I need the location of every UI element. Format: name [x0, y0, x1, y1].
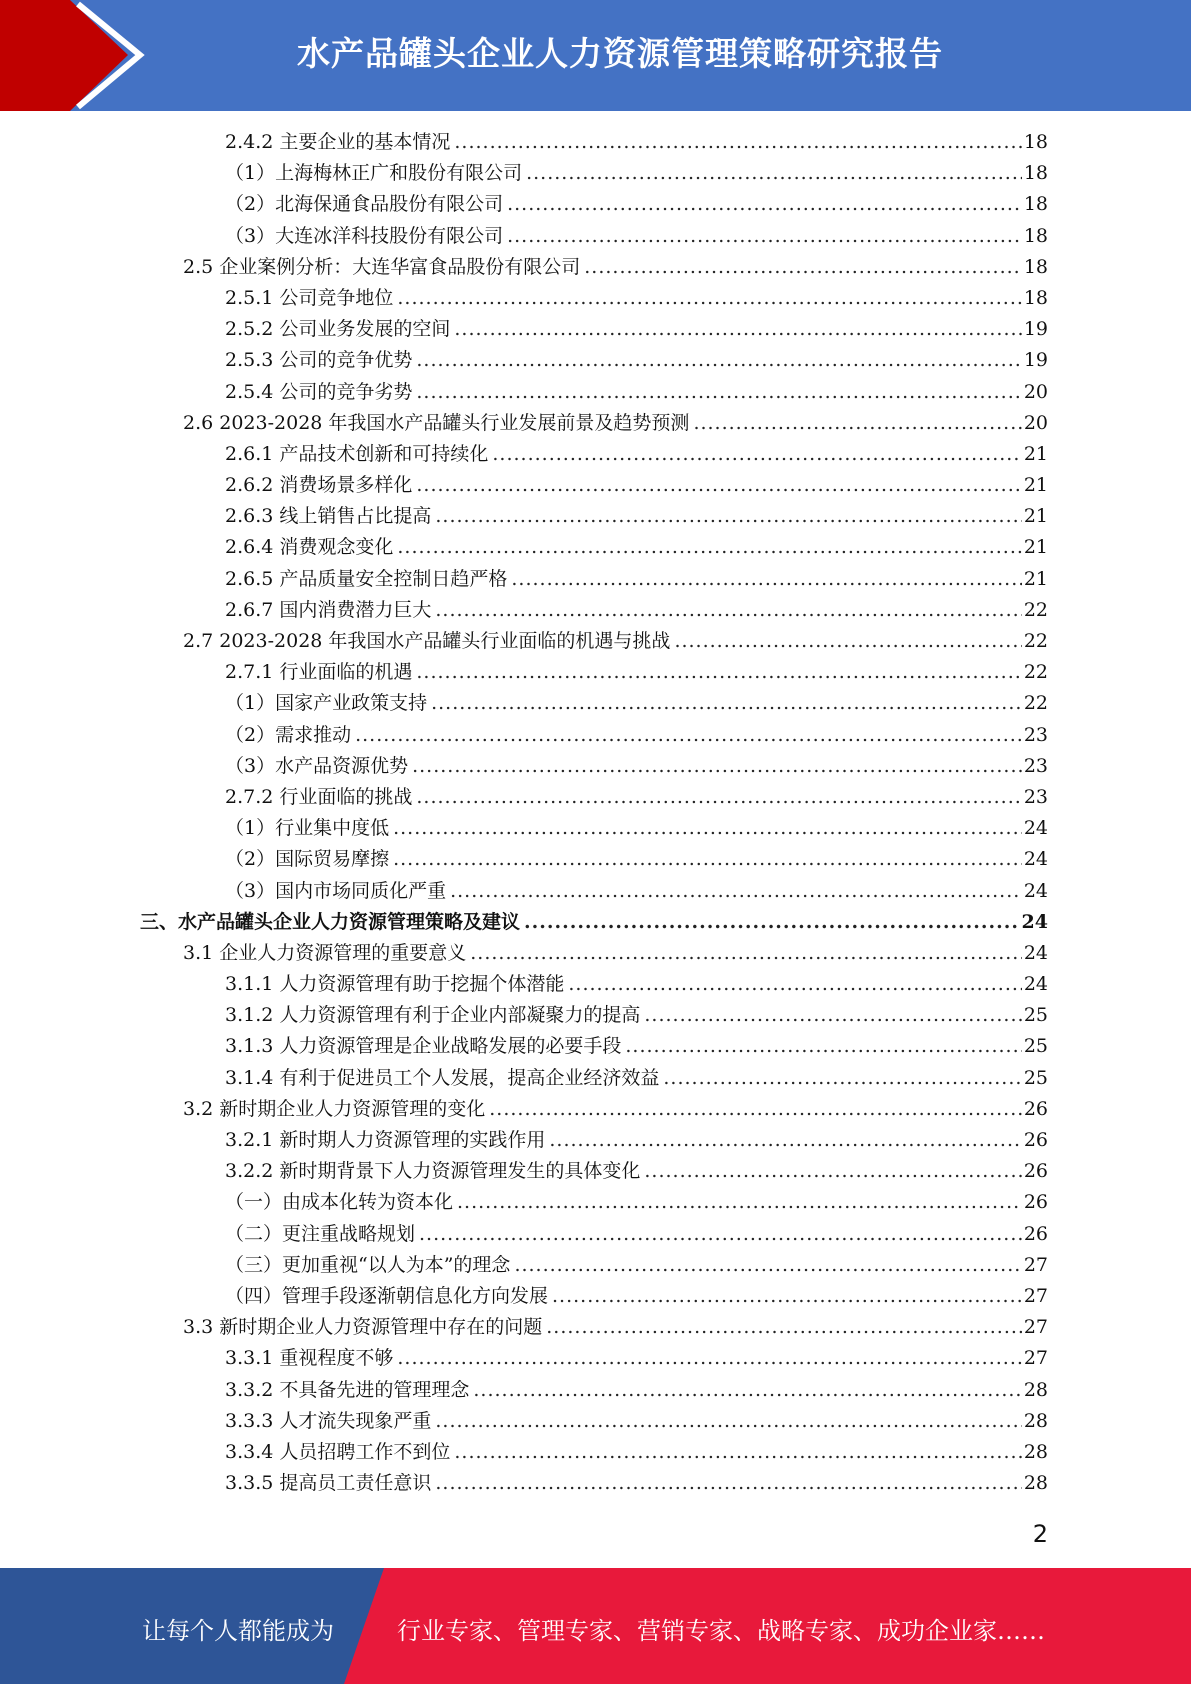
toc-entry-page: 18: [1023, 162, 1048, 185]
toc-entry-page: 21: [1023, 474, 1048, 497]
toc-entry-page: 22: [1023, 661, 1048, 684]
toc-entry-title: 2.5.4 公司的竞争劣势: [225, 380, 413, 403]
toc-entry-title: 2.6.2 消费场景多样化: [225, 474, 413, 497]
toc-entry[interactable]: [140, 221, 1048, 252]
toc-leader-dots: [431, 688, 1022, 719]
toc-leader-dots: [693, 408, 1021, 439]
toc-entry-title: 2.6.3 线上销售占比提高: [225, 505, 432, 528]
toc-leader-dots: [584, 252, 1022, 283]
toc-entry[interactable]: [140, 439, 1048, 470]
toc-entry-page: 25: [1023, 1035, 1048, 1058]
toc-entry-title: 3.2.1 新时期人力资源管理的实践作用: [225, 1129, 546, 1151]
toc-entry-page: 18: [1023, 286, 1048, 309]
toc-leader-dots: [454, 127, 1021, 158]
toc-entry-page: 22: [1023, 692, 1048, 715]
toc-leader-dots: [454, 1437, 1021, 1468]
toc-leader-dots: [644, 1156, 1021, 1187]
toc-leader-dots: [416, 782, 1021, 813]
toc-entry-title: 2.7 2023-2028 年我国水产品罐头行业面临的机遇与挑战: [183, 630, 671, 652]
toc-entry[interactable]: [140, 127, 1048, 158]
toc-leader-dots: [397, 532, 1021, 563]
toc-leader-dots: [454, 314, 1021, 345]
toc-entry-page: 28: [1023, 1472, 1048, 1495]
toc-entry-title: （四）管理手段逐渐朝信息化方向发展: [225, 1284, 549, 1307]
toc-entry[interactable]: [140, 1437, 1048, 1468]
toc-leader-dots: [393, 813, 1022, 844]
toc-entry-title: 3.3.3 人才流失现象严重: [225, 1409, 432, 1432]
footer-slogan-left: 让每个人都能成为: [142, 1617, 334, 1645]
toc-entry-title: 3.3.4 人员招聘工作不到位: [225, 1440, 451, 1463]
toc-entry-page: 26: [1023, 1160, 1048, 1183]
toc-entry[interactable]: [140, 564, 1048, 595]
toc-entry-page: 25: [1023, 1004, 1048, 1027]
toc-entry[interactable]: [140, 532, 1048, 563]
toc-leader-dots: [355, 720, 1022, 751]
toc-entry[interactable]: [140, 907, 1048, 938]
toc-entry[interactable]: [140, 1031, 1048, 1062]
toc-leader-dots: [549, 1125, 1021, 1156]
toc-entry-page: 21: [1023, 567, 1048, 590]
toc-entry-title: （1）国家产业政策支持: [225, 692, 428, 715]
toc-entry[interactable]: [140, 1063, 1048, 1094]
toc-leader-dots: [412, 751, 1022, 782]
toc-entry-title: （三）更加重视“以人为本”的理念: [225, 1253, 511, 1276]
toc-entry[interactable]: [140, 158, 1048, 189]
toc-entry-page: 27: [1023, 1316, 1048, 1339]
toc-leader-dots: [435, 595, 1021, 626]
toc-leader-dots: [644, 1000, 1021, 1031]
toc-entry-title: 2.5 企业案例分析：大连华富食品股份有限公司: [183, 255, 581, 278]
toc-entry[interactable]: [140, 813, 1048, 844]
toc-entry-title: （1）上海梅林正广和股份有限公司: [225, 162, 523, 185]
toc-leader-dots: [450, 876, 1022, 907]
toc-entry[interactable]: [140, 345, 1048, 376]
toc-entry-title: （2）国际贸易摩擦: [225, 848, 390, 871]
toc-leader-dots: [489, 1094, 1022, 1125]
toc-leader-dots: [526, 158, 1022, 189]
toc-entry-page: 26: [1023, 1129, 1048, 1151]
toc-leader-dots: [435, 1468, 1021, 1499]
toc-leader-dots: [419, 1219, 1022, 1250]
toc-entry-title: 3.1.4 有利于促进员工个人发展，提高企业经济效益: [225, 1066, 660, 1089]
toc-entry-page: 26: [1023, 1222, 1048, 1245]
toc-entry-title: （3）国内市场同质化严重: [225, 879, 447, 902]
toc-entry-title: 三、水产品罐头企业人力资源管理策略及建议: [140, 910, 521, 933]
toc-entry-page: 21: [1023, 442, 1048, 465]
toc-leader-dots: [492, 439, 1021, 470]
toc-entry-title: 3.1.1 人力资源管理有助于挖掘个体潜能: [225, 973, 565, 996]
toc-entry-title: （二）更注重战略规划: [225, 1222, 416, 1245]
toc-leader-dots: [511, 564, 1021, 595]
toc-entry[interactable]: [140, 1343, 1048, 1374]
toc-entry-page: 24: [1023, 848, 1048, 871]
toc-entry[interactable]: [140, 1250, 1048, 1281]
toc-entry[interactable]: [140, 1187, 1048, 1218]
toc-leader-dots: [625, 1031, 1021, 1062]
toc-entry-page: 18: [1023, 131, 1048, 153]
toc-leader-dots: [514, 1250, 1021, 1281]
toc-entry-page: 18: [1023, 193, 1048, 216]
toc-entry-title: （3）大连冰洋科技股份有限公司: [225, 224, 504, 247]
toc-entry[interactable]: [140, 470, 1048, 501]
toc-entry-page: 22: [1023, 598, 1048, 621]
toc-entry[interactable]: [140, 969, 1048, 1000]
toc-leader-dots: [457, 1187, 1022, 1218]
toc-entry-page: 24: [1023, 941, 1048, 964]
toc-leader-dots: [470, 938, 1022, 969]
toc-entry[interactable]: [140, 408, 1048, 439]
toc-entry[interactable]: [140, 252, 1048, 283]
toc-entry[interactable]: [140, 1094, 1048, 1125]
toc-entry-page: 28: [1023, 1440, 1048, 1463]
toc-entry-title: 2.6.4 消费观念变化: [225, 536, 394, 559]
toc-entry-title: 2.7.2 行业面临的挑战: [225, 785, 413, 808]
toc-entry[interactable]: [140, 1219, 1048, 1250]
toc-entry[interactable]: [140, 501, 1048, 532]
toc-entry-page: 24: [1023, 817, 1048, 840]
toc-entry-title: 2.6.7 国内消费潜力巨大: [225, 598, 432, 621]
toc-entry[interactable]: [140, 595, 1048, 626]
toc-entry-page: 20: [1023, 380, 1048, 403]
toc-entry-title: （1）行业集中度低: [225, 817, 390, 840]
toc-entry-title: 2.6.5 产品质量安全控制日趋严格: [225, 567, 508, 590]
toc-entry-title: 3.1 企业人力资源管理的重要意义: [183, 941, 467, 964]
toc-entry[interactable]: [140, 1312, 1048, 1343]
toc-entry-page: 19: [1023, 349, 1048, 372]
toc-entry-title: （2）需求推动: [225, 723, 352, 746]
toc-entry-title: 3.1.2 人力资源管理有利于企业内部凝聚力的提高: [225, 1004, 641, 1027]
page-footer: [0, 1568, 1191, 1684]
toc-leader-dots: [416, 377, 1021, 408]
toc-entry-title: 3.3 新时期企业人力资源管理中存在的问题: [183, 1316, 543, 1339]
toc-entry-page: 23: [1023, 754, 1048, 777]
document-title: 水产品罐头企业人力资源管理策略研究报告: [297, 34, 943, 73]
toc-leader-dots: [663, 1063, 1021, 1094]
toc-entry-title: 2.5.1 公司竞争地位: [225, 286, 394, 309]
toc-leader-dots: [473, 1375, 1021, 1406]
toc-entry-page: 22: [1023, 630, 1048, 652]
toc-leader-dots: [397, 1343, 1021, 1374]
toc-entry[interactable]: [140, 1000, 1048, 1031]
toc-entry-page: 25: [1023, 1066, 1048, 1089]
toc-leader-dots: [546, 1312, 1022, 1343]
toc-leader-dots: [674, 626, 1021, 657]
toc-entry-title: （一）由成本化转为资本化: [225, 1191, 454, 1214]
toc-entry-page: 26: [1023, 1097, 1048, 1120]
toc-entry[interactable]: [140, 938, 1048, 969]
toc-entry[interactable]: [140, 751, 1048, 782]
toc-leader-dots: [393, 844, 1022, 875]
toc-entry-page: 27: [1023, 1347, 1048, 1370]
toc-entry-page: 24: [1023, 973, 1048, 996]
toc-entry-title: 3.3.5 提高员工责任意识: [225, 1472, 432, 1495]
toc-entry-page: 24: [1021, 910, 1048, 933]
toc-entry-page: 28: [1023, 1409, 1048, 1432]
toc-entry[interactable]: [140, 1281, 1048, 1312]
toc-entry[interactable]: [140, 283, 1048, 314]
toc-leader-dots: [416, 657, 1021, 688]
toc-leader-dots: [435, 501, 1021, 532]
toc-entry-title: 2.5.3 公司的竞争优势: [225, 349, 413, 372]
toc-entry-title: 3.3.2 不具备先进的管理理念: [225, 1378, 470, 1401]
table-of-contents: [140, 127, 1048, 1499]
toc-entry-title: 2.4.2 主要企业的基本情况: [225, 131, 451, 153]
toc-entry-page: 27: [1023, 1253, 1048, 1276]
toc-entry[interactable]: [140, 1125, 1048, 1156]
toc-entry-page: 18: [1023, 255, 1048, 278]
toc-entry[interactable]: [140, 876, 1048, 907]
toc-entry-title: （2）北海保通食品股份有限公司: [225, 193, 504, 216]
toc-entry-page: 21: [1023, 505, 1048, 528]
toc-leader-dots: [416, 345, 1021, 376]
toc-entry-page: 18: [1023, 224, 1048, 247]
toc-entry[interactable]: [140, 314, 1048, 345]
toc-entry[interactable]: [140, 626, 1048, 657]
toc-entry-page: 23: [1023, 785, 1048, 808]
page-header: [0, 0, 1191, 111]
toc-leader-dots: [507, 189, 1022, 220]
toc-entry[interactable]: [140, 688, 1048, 719]
toc-leader-dots: [397, 283, 1021, 314]
toc-entry[interactable]: [140, 1468, 1048, 1499]
toc-entry[interactable]: [140, 1156, 1048, 1187]
toc-entry[interactable]: [140, 844, 1048, 875]
toc-leader-dots: [568, 969, 1021, 1000]
toc-leader-dots: [416, 470, 1021, 501]
toc-entry[interactable]: [140, 189, 1048, 220]
toc-entry-title: 2.5.2 公司业务发展的空间: [225, 318, 451, 341]
toc-entry[interactable]: [140, 782, 1048, 813]
toc-entry-title: 3.3.1 重视程度不够: [225, 1347, 394, 1370]
toc-entry-title: 2.6 2023-2028 年我国水产品罐头行业发展前景及趋势预测: [183, 411, 690, 434]
toc-entry-title: 2.7.1 行业面临的机遇: [225, 661, 413, 684]
toc-entry[interactable]: [140, 377, 1048, 408]
toc-entry-page: 27: [1023, 1284, 1048, 1307]
toc-entry-page: 21: [1023, 536, 1048, 559]
header-red-arrow: [0, 0, 128, 111]
toc-entry-page: 20: [1023, 411, 1048, 434]
page-number: 2: [1032, 1520, 1048, 1548]
toc-entry-page: 26: [1023, 1191, 1048, 1214]
toc-entry-title: 3.2 新时期企业人力资源管理的变化: [183, 1097, 486, 1120]
toc-entry-title: 3.2.2 新时期背景下人力资源管理发生的具体变化: [225, 1160, 641, 1183]
toc-leader-dots: [507, 221, 1022, 252]
toc-entry-title: （3）水产品资源优势: [225, 754, 409, 777]
footer-slogan-right: 行业专家、管理专家、营销专家、战略专家、成功企业家……: [397, 1617, 1045, 1645]
toc-entry[interactable]: [140, 1375, 1048, 1406]
toc-entry-title: 2.6.1 产品技术创新和可持续化: [225, 442, 489, 465]
toc-entry-page: 19: [1023, 318, 1048, 341]
toc-entry-page: 23: [1023, 723, 1048, 746]
toc-entry-page: 24: [1023, 879, 1048, 902]
toc-entry[interactable]: [140, 1406, 1048, 1437]
toc-leader-dots: [552, 1281, 1022, 1312]
toc-entry[interactable]: [140, 720, 1048, 751]
toc-entry-page: 28: [1023, 1378, 1048, 1401]
toc-entry[interactable]: [140, 657, 1048, 688]
toc-leader-dots: [435, 1406, 1021, 1437]
toc-leader-dots: [524, 907, 1020, 938]
toc-entry-title: 3.1.3 人力资源管理是企业战略发展的必要手段: [225, 1035, 622, 1058]
